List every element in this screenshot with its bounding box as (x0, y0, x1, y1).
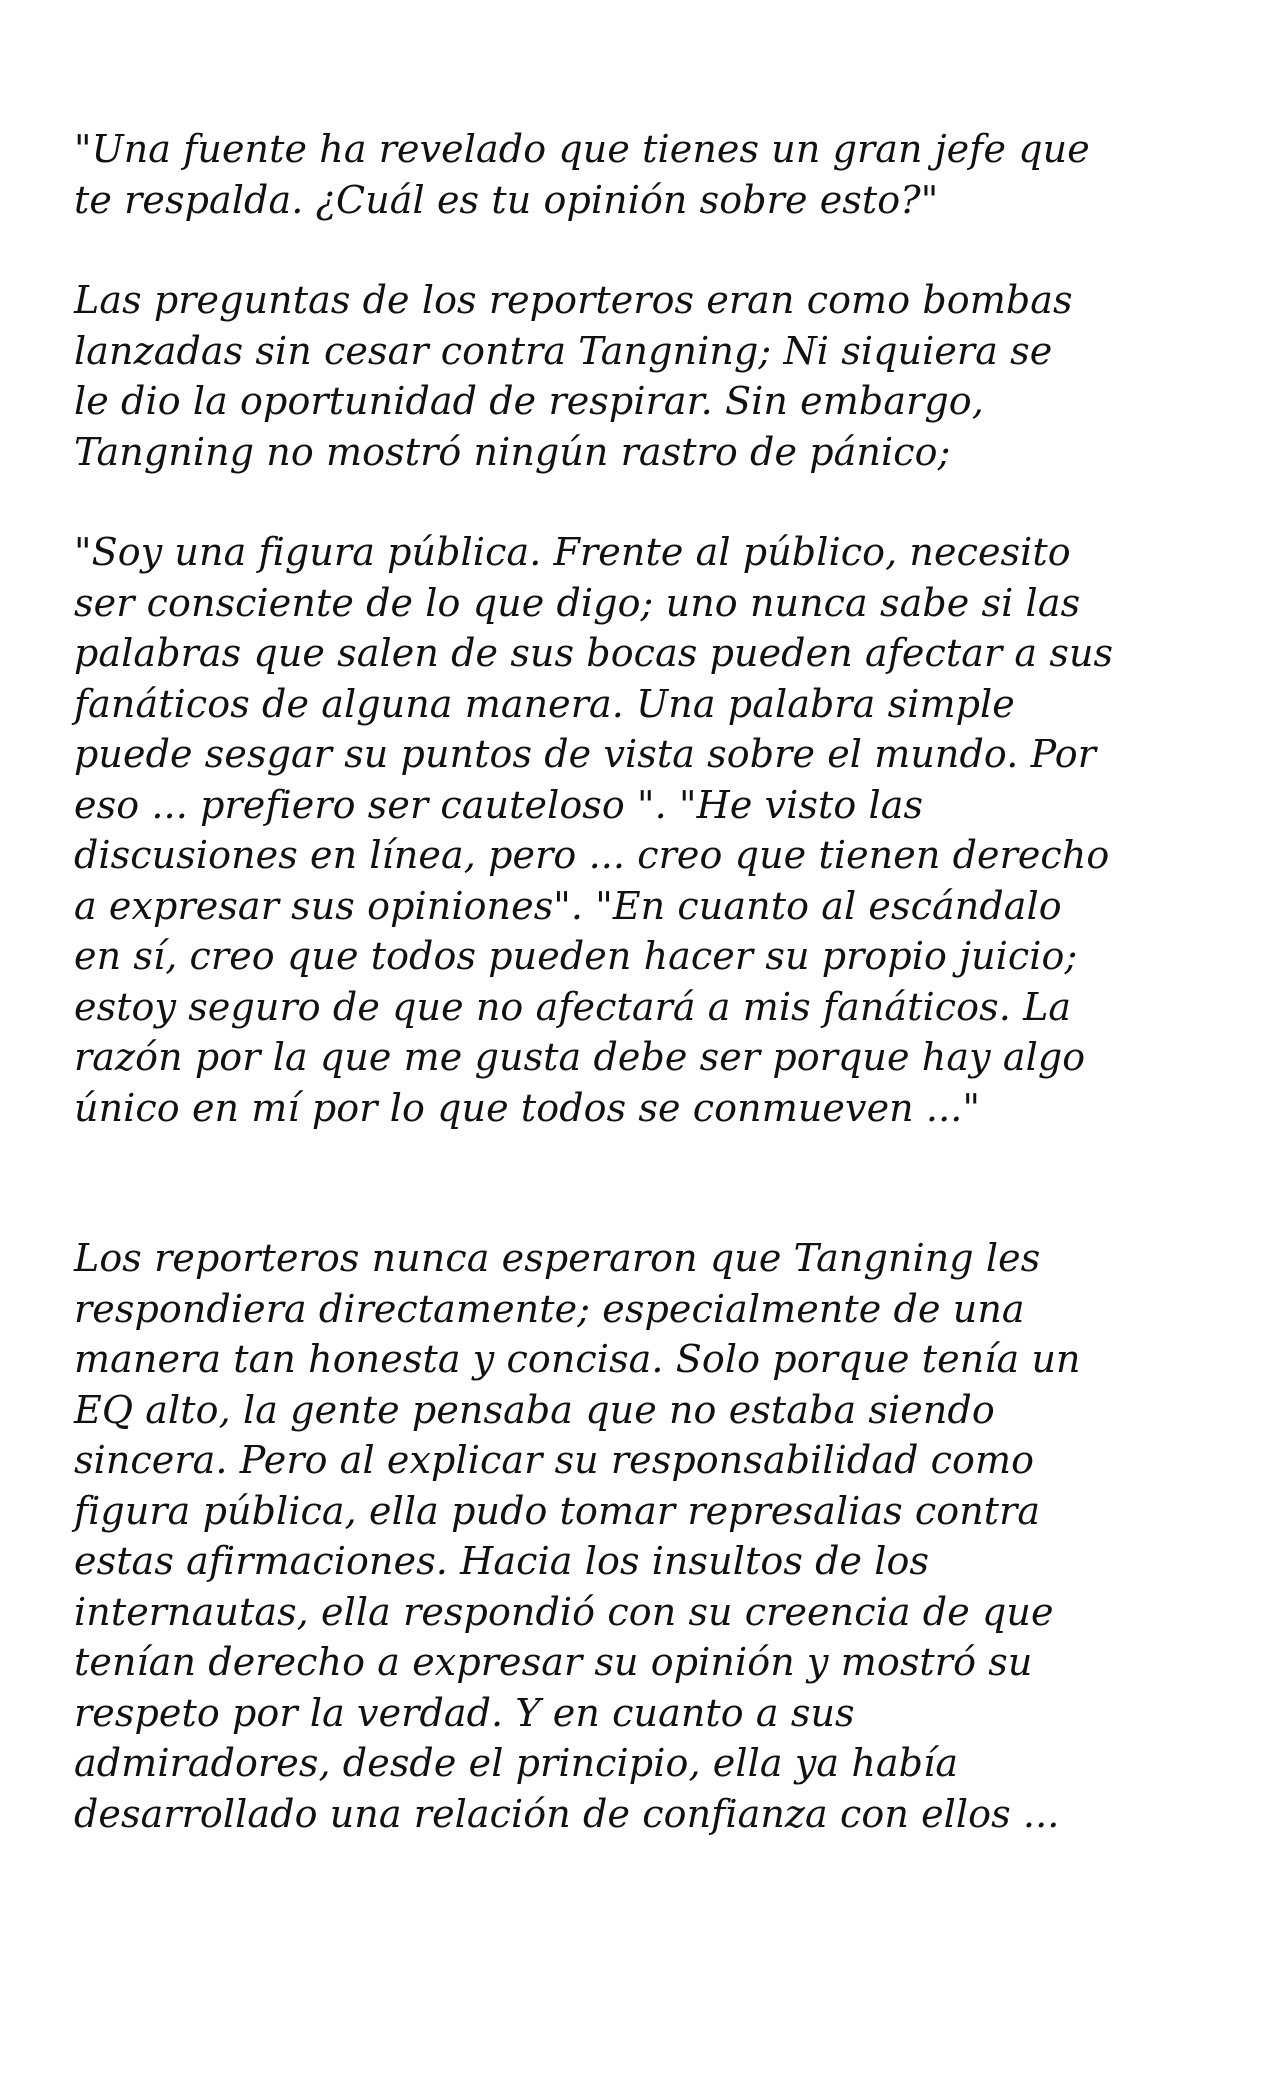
text-line: tenían derecho a expresar su opinión y mostró su (74, 1640, 1033, 1684)
text-line: único en mí por lo que todos se conmueven ..." (74, 1085, 981, 1130)
paragraph-answer (74, 527, 1214, 1133)
text-line: Los reporteros nunca esperaron que Tangning les (74, 1236, 1041, 1280)
text-line: sincera. Pero al explicar su responsabilidad como (74, 1438, 1035, 1482)
text-line: EQ alto, la gente pensaba que no estaba siendo (74, 1387, 995, 1432)
text-line: fanáticos de alguna manera. Una palabra simple (74, 681, 1015, 726)
text-line: estas afirmaciones. Hacia los insultos de los (74, 1539, 930, 1583)
text-line: eso ... prefiero ser cauteloso ". "He visto las (74, 782, 924, 827)
text-line: palabras que salen de sus bocas pueden afectar a sus (74, 631, 1114, 675)
text-line: respeto por la verdad. Y en cuanto a sus (74, 1690, 855, 1735)
text-line: te respalda. ¿Cuál es tu opinión sobre esto?" (74, 177, 939, 222)
text-line: "Soy una figura pública. Frente al público, necesito (74, 530, 1071, 574)
text-line: a expresar sus opiniones". "En cuanto al escándalo (74, 883, 1062, 928)
text-body (74, 124, 1214, 1839)
text-line: discusiones en línea, pero ... creo que tienen derecho (74, 833, 1110, 877)
paragraph-gap (74, 1133, 1214, 1233)
paragraph-gap (74, 225, 1214, 275)
text-line: desarrollado una relación de confianza con ellos ... (74, 1791, 1060, 1836)
text-line: internautas, ella respondió con su creencia de que (74, 1589, 1054, 1634)
paragraph-reporters (74, 275, 1214, 477)
paragraph-question (74, 124, 1214, 225)
text-line: puede sesgar su puntos de vista sobre el mundo. Por (74, 732, 1096, 776)
text-line: figura pública, ella pudo tomar represalias contra (74, 1488, 1041, 1533)
paragraph-narration (74, 1233, 1214, 1839)
text-line: respondiera directamente; especialmente de una (74, 1286, 1025, 1331)
paragraph-gap (74, 477, 1214, 527)
text-line: ser consciente de lo que digo; uno nunca sabe si las (74, 580, 1081, 625)
text-line: Las preguntas de los reporteros eran como bombas (74, 278, 1073, 322)
text-line: en sí, creo que todos pueden hacer su propio juicio; (74, 934, 1078, 978)
text-line: estoy seguro de que no afectará a mis fanáticos. La (74, 984, 1072, 1029)
text-line: admiradores, desde el principio, ella ya había (74, 1741, 959, 1785)
text-line: le dio la oportunidad de respirar. Sin embargo, (74, 379, 984, 423)
text-line: razón por la que me gusta debe ser porque hay algo (74, 1035, 1086, 1079)
text-line: lanzadas sin cesar contra Tangning; Ni siquiera se (74, 328, 1053, 373)
text-line: Tangning no mostró ningún rastro de pánico; (74, 429, 951, 474)
text-line: "Una fuente ha revelado que tienes un gran jefe que (74, 127, 1090, 171)
text-line: manera tan honesta y concisa. Solo porque tenía un (74, 1337, 1081, 1381)
